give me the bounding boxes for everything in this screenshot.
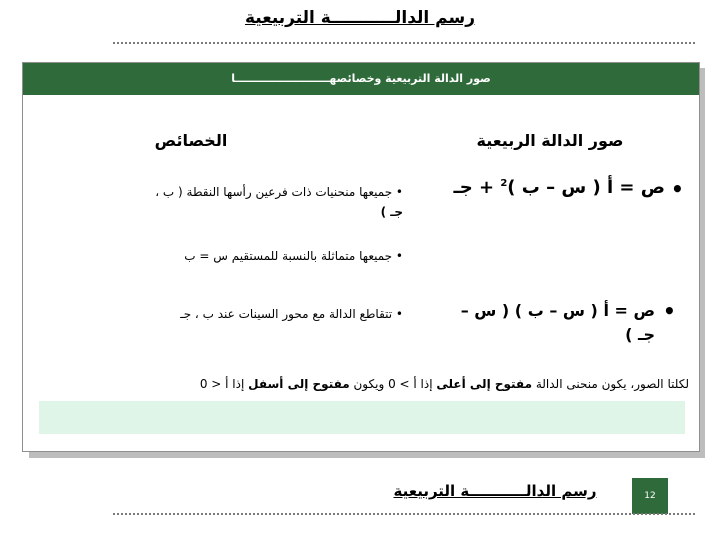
form1-equation (403, 177, 665, 198)
footer-title-text: رسم الدالـــــــــــة التربيعية (393, 482, 597, 500)
forms-column-title: صور الدالة الربيعية (476, 131, 624, 150)
properties-column-title: الخصائص (154, 131, 228, 150)
content-panel (22, 62, 700, 452)
note-part3: إذا أ < 0 (199, 377, 245, 391)
form1-eq-tail: + جـ (453, 177, 495, 198)
top-divider (113, 42, 695, 44)
property-x-intercepts: • تتقاطع الدالة مع محور السينات عند ب ، جـ (180, 307, 403, 321)
slide-title-text: رسم الدالـــــــــــة التربيعية (244, 8, 476, 28)
form1-eq-exponent: 2 (500, 178, 508, 189)
property-vertex-cont: جـ ) (380, 205, 403, 219)
page-number-badge: 12 (632, 478, 668, 514)
footer-title (365, 482, 625, 506)
note-open-down: مفتوح إلى أسفل (248, 377, 350, 391)
highlight-strip (39, 401, 685, 434)
form2-bullet: • (663, 299, 676, 323)
slide-title (225, 8, 495, 34)
panel-header: صور الدالة التربيعية وخصائصهـــــــــــــــــــــــــا (23, 63, 699, 95)
form1-bullet: • (671, 177, 684, 201)
property-symmetry: • جميعها متماثلة بالنسبة للمستقيم س = ب (184, 249, 403, 263)
note-open-up: مفتوح إلى أعلى (436, 377, 532, 391)
form2-equation-line2: جـ ) (625, 325, 655, 344)
note-part1: لكلتا الصور، يكون منحنى الدالة (535, 377, 689, 391)
form2-equation-line1: ص = أ ( س – ب ) ( س – (460, 301, 655, 320)
opening-note (53, 377, 689, 391)
note-part2: إذا أ > 0 ويكون (353, 377, 433, 391)
property-vertex: • جميعها منحنيات ذات فرعين رأسها النقطة ( ب ، (155, 185, 403, 199)
form1-eq-main: ص = أ ( س – ب ) (507, 177, 665, 198)
bottom-divider (113, 513, 695, 515)
